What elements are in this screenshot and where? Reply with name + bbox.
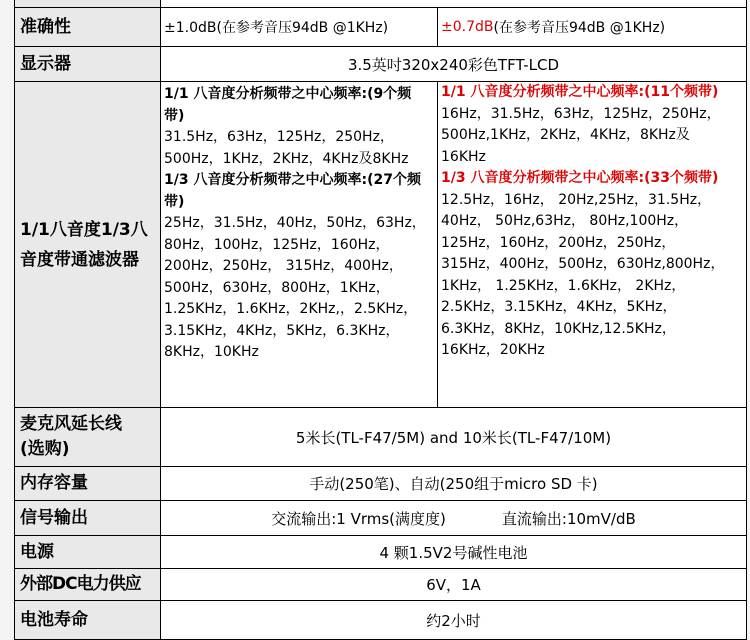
battery-value: 约2小时	[160, 600, 747, 640]
accuracy-highlight: ±0.7dB	[441, 19, 494, 35]
display-label: 显示器	[14, 46, 161, 82]
filter-left-third-heading: 1/3 八音度分析频带之中心频率:(27个频带)	[164, 172, 421, 210]
spec-table	[14, 0, 747, 633]
mic-value: 5米长(TL-F47/5M) and 10米长(TL-F47/10M)	[160, 407, 747, 467]
filter-right	[437, 81, 747, 408]
power-value: 4 颗1.5V2号碱性电池	[160, 535, 747, 569]
accuracy-right	[437, 7, 747, 47]
mic-label: 麦克风延长线(选购)	[14, 407, 161, 467]
signal-ac: 交流输出:1 Vrms(满度度)	[271, 509, 446, 528]
accuracy-left: ±1.0dB(在参考音压94dB @1KHz)	[160, 7, 438, 47]
filter-left	[160, 81, 438, 408]
battery-label: 电池寿命	[14, 600, 161, 640]
dc-power-value: 6V，1A	[160, 568, 747, 601]
signal-dc: 直流输出:10mV/dB	[501, 509, 636, 528]
signal-value	[160, 500, 747, 536]
memory-value: 手动(250笔)、自动(250组于micro SD 卡)	[160, 466, 747, 501]
filter-right-octave-heading: 1/1 八音度分析频带之中心频率:(11个频带)	[441, 84, 719, 100]
filter-right-third-values: 12.5Hz，16Hz， 20Hz,25Hz，31.5Hz，40Hz， 50Hz,63Hz， 80Hz,100Hz，125Hz，160Hz，200Hz，250Hz，315Hz，400Hz，500Hz，630Hz,800Hz，1KHz， 1.25KHz，1.6KHz， 2KHz，2.5KHz，3.15KHz，4KHz，5KHz，6.3KHz，8KHz，10KHz,12.5KHz，16KHz，20KHz	[441, 191, 725, 358]
filter-label: 1/1八音度1/3八音度带通滤波器	[14, 81, 161, 408]
signal-label: 信号输出	[14, 500, 161, 536]
power-label: 电源	[14, 535, 161, 569]
filter-left-octave-values: 31.5Hz，63Hz，125Hz，250Hz，500Hz，1KHz，2KHz，4KHz及8KHz	[164, 129, 409, 167]
accuracy-label: 准确性	[14, 7, 161, 47]
accuracy-right-text: (在参考音压94dB @1KHz)	[493, 20, 666, 36]
dc-power-label: 外部DC电力供应	[14, 568, 161, 601]
filter-right-octave-values: 16Hz，31.5Hz，63Hz，125Hz，250Hz，500Hz,1KHz，2KHz，4KHz，8KHz及16KHz	[441, 105, 721, 165]
memory-label: 内存容量	[14, 466, 161, 501]
filter-left-octave-heading: 1/1 八音度分析频带之中心频率:(9个频带)	[164, 86, 412, 124]
filter-right-third-heading: 1/3 八音度分析频带之中心频率:(33个频带)	[441, 170, 719, 186]
display-value: 3.5英吋320x240彩色TFT-LCD	[160, 46, 747, 82]
filter-left-third-values: 25Hz，31.5Hz，40Hz，50Hz，63Hz，80Hz，100Hz，125Hz，160Hz，200Hz，250Hz， 315Hz，400Hz，500Hz，630Hz，800Hz，1KHz，1.25KHz，1.6KHz，2KHz,，2.5KHz，3.15KHz，4KHz，5KHz，6.3KHz，8KHz，10KHz	[164, 215, 426, 360]
